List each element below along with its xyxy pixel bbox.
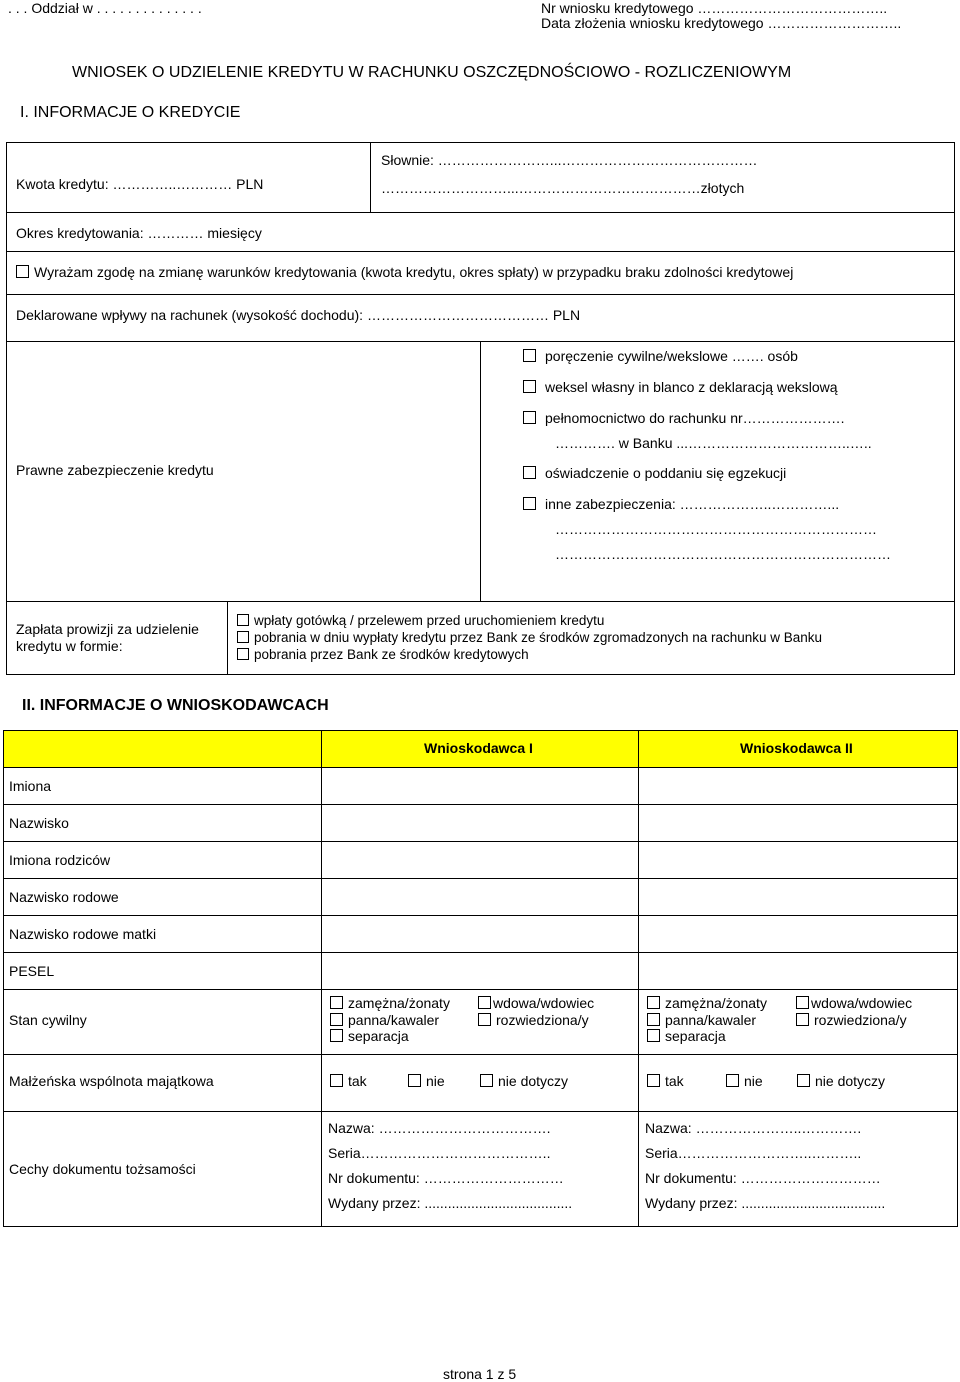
amount-in-words-field[interactable]: Słownie: ……………………...…………………………………… <box>381 152 758 168</box>
checkbox[interactable] <box>330 1029 343 1042</box>
row-label-pesel: PESEL <box>9 963 55 979</box>
checkbox[interactable] <box>647 1074 660 1087</box>
a2-id-name[interactable]: Nazwa: …………………..…………. <box>645 1120 862 1136</box>
row-label-parents-names: Imiona rodziców <box>9 852 111 868</box>
a2-married: zamężna/żonaty <box>647 995 767 1011</box>
checkbox[interactable] <box>726 1074 739 1087</box>
section1-heading: I. INFORMACJE O KREDYCIE <box>20 104 241 121</box>
a2-widowed: wdowa/wdowiec <box>796 995 912 1011</box>
other-security-line2[interactable]: ……………………………………………………………… <box>555 546 891 562</box>
a2-property-no: nie <box>726 1073 763 1089</box>
a1-id-issued-by[interactable]: Wydany przez: ...................................... <box>328 1195 573 1211</box>
checkbox[interactable] <box>647 996 660 1009</box>
checkbox[interactable] <box>796 996 809 1009</box>
commission-option-credit: pobrania przez Bank ze środków kredytowych <box>237 647 529 662</box>
checkbox[interactable] <box>523 497 536 510</box>
row-label-first-names: Imiona <box>9 778 52 794</box>
checkbox[interactable] <box>237 648 249 660</box>
security-option-enforcement: oświadczenie o poddaniu się egzekucji <box>523 465 786 481</box>
a1-id-series[interactable]: Seria………………………………….. <box>328 1145 551 1161</box>
checkbox[interactable] <box>797 1074 810 1087</box>
checkbox[interactable] <box>330 1013 343 1026</box>
checkbox[interactable] <box>478 1013 491 1026</box>
a2-id-number[interactable]: Nr dokumentu: ………………………… <box>645 1170 881 1186</box>
row-label-mother-maiden-name: Nazwisko rodowe matki <box>9 926 157 942</box>
checkbox[interactable] <box>330 996 343 1009</box>
a2-property-na: nie dotyczy <box>797 1073 885 1089</box>
security-option-promissory-note: weksel własny in blanco z deklaracją wekslową <box>523 379 838 395</box>
a2-property-yes: tak <box>647 1073 684 1089</box>
a1-married: zamężna/żonaty <box>330 995 450 1011</box>
checkbox[interactable] <box>647 1013 660 1026</box>
applicant1-header: Wnioskodawca I <box>424 740 533 756</box>
a2-id-issued-by[interactable]: Wydany przez: ..................................... <box>645 1195 886 1211</box>
a1-property-na: nie dotyczy <box>480 1073 568 1089</box>
row-label-maiden-name: Nazwisko rodowe <box>9 889 119 905</box>
checkbox[interactable] <box>408 1074 421 1087</box>
row-label-surname: Nazwisko <box>9 815 69 831</box>
a1-widowed: wdowa/wdowiec <box>478 995 594 1011</box>
checkbox[interactable] <box>237 631 249 643</box>
security-option-other: inne zabezpieczenia: ………………..…………... <box>523 496 839 512</box>
checkbox[interactable] <box>647 1029 660 1042</box>
checkbox[interactable] <box>523 466 536 479</box>
a2-id-series[interactable]: Seria………………………..……….. <box>645 1145 862 1161</box>
checkbox[interactable] <box>478 996 491 1009</box>
a2-separated: separacja <box>647 1028 726 1044</box>
checkbox[interactable] <box>480 1074 493 1087</box>
application-date-field[interactable]: Data złożenia wniosku kredytowego ……………………….. <box>541 15 902 31</box>
a1-divorced: rozwiedziona/y <box>478 1012 589 1028</box>
consent-checkbox[interactable] <box>16 265 29 278</box>
bank-account-field[interactable]: …………. w Banku ...……………………………..….. <box>555 435 872 451</box>
row-label-property-community: Małżeńska wspólnota majątkowa <box>9 1073 214 1089</box>
consent-text: Wyrażam zgodę na zmianę warunków kredytowania (kwota kredytu, okres spłaty) w przypadku braku zdolności kredytowej <box>34 264 794 280</box>
section2-heading: II. INFORMACJE O WNIOSKODAWCACH <box>22 697 329 714</box>
checkbox[interactable] <box>330 1074 343 1087</box>
credit-amount-field[interactable]: Kwota kredytu: …………..………… PLN <box>16 176 264 192</box>
form-title: WNIOSEK O UDZIELENIE KREDYTU W RACHUNKU OSZCZĘDNOŚCIOWO - ROZLICZENIOWYM <box>72 64 792 81</box>
a1-id-name[interactable]: Nazwa: ………………………………. <box>328 1120 551 1136</box>
checkbox[interactable] <box>523 380 536 393</box>
security-option-power-of-attorney: pełnomocnictwo do rachunku nr…………………. <box>523 410 845 426</box>
consent-row <box>16 264 793 280</box>
a1-separated: separacja <box>330 1028 409 1044</box>
security-label: Prawne zabezpieczenie kredytu <box>16 462 214 478</box>
amount-in-words-line2[interactable]: ………………………...…………………………………złotych <box>381 180 745 196</box>
a2-single: panna/kawaler <box>647 1012 756 1028</box>
commission-label: Zapłata prowizji za udzielenie kredytu w formie: <box>16 621 199 654</box>
checkbox[interactable] <box>523 411 536 424</box>
a1-property-yes: tak <box>330 1073 367 1089</box>
credit-period-field[interactable]: Okres kredytowania: ………… miesięcy <box>16 225 262 241</box>
row-label-marital-status: Stan cywilny <box>9 1012 87 1028</box>
row-label-id-document: Cechy dokumentu tożsamości <box>9 1161 196 1177</box>
page-number: strona 1 z 5 <box>443 1366 517 1382</box>
other-security-line1[interactable]: …………………………………………………………… <box>555 521 877 537</box>
application-number-field[interactable]: Nr wniosku kredytowego ………………………………….. <box>541 0 888 16</box>
a1-single: panna/kawaler <box>330 1012 439 1028</box>
commission-option-account: pobrania w dniu wypłaty kredytu przez Bank ze środków zgromadzonych na rachunku w Banku <box>237 630 822 645</box>
applicant2-header: Wnioskodawca II <box>740 740 853 756</box>
branch-field[interactable]: . . . Oddział w . . . . . . . . . . . . . . <box>8 0 202 16</box>
commission-option-cash: wpłaty gotówką / przelewem przed uruchomieniem kredytu <box>237 613 604 628</box>
checkbox[interactable] <box>796 1013 809 1026</box>
a1-id-number[interactable]: Nr dokumentu: ………………………… <box>328 1170 564 1186</box>
declared-income-field[interactable]: Deklarowane wpływy na rachunek (wysokość dochodu): ………………………………… PLN <box>16 307 581 323</box>
a1-property-no: nie <box>408 1073 445 1089</box>
checkbox[interactable] <box>237 614 249 626</box>
checkbox[interactable] <box>523 349 536 362</box>
a2-divorced: rozwiedziona/y <box>796 1012 907 1028</box>
security-option-guarantee: poręczenie cywilne/wekslowe ……. osób <box>523 348 798 364</box>
